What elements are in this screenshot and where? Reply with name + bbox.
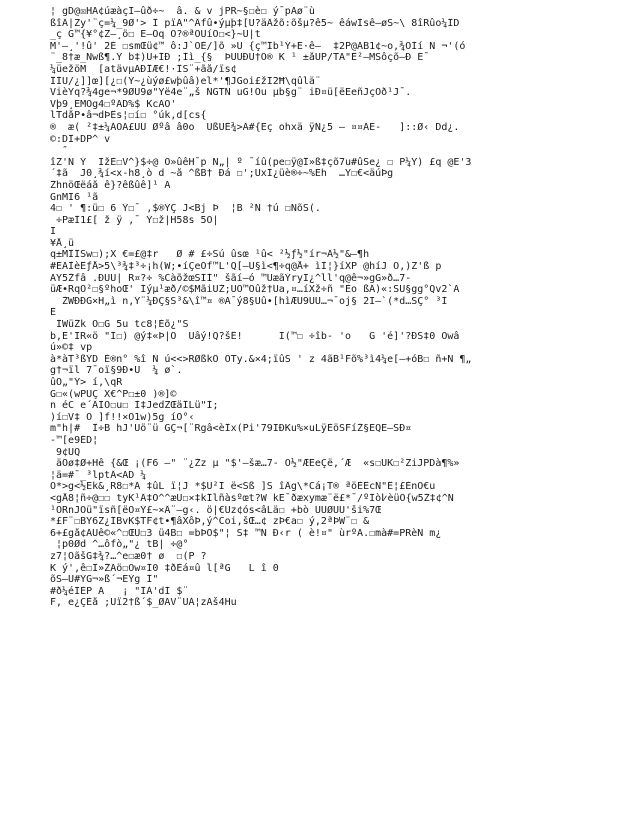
- document-line: ¦ gD@☒HÃ¢úæàçÏ–ûð÷~ â. & v jPR~§☐è☐ ý¯pÃø¨ù: [50, 6, 315, 17]
- document-line: ¥Å¸ü: [50, 237, 75, 249]
- document-line: õS–Ü#ÝG¬»ß´¬EÝg Í": [50, 574, 159, 586]
- document-line: ¹ÒRnJÓü"ïsñ[ëO¤Ý£~×Â¨–g‹. ö|€Üz¢ós<âLä☐ +bò ÛÜØÜÜ'ši%7Œ: [50, 504, 382, 516]
- document-line: q±MÎÎŠw☐);X €=£@‡r Ø # £÷Šú ûsœ ¹û< ²½ƒ½"ír¬Â½"&–¶h: [50, 249, 370, 261]
- document-line: ″: [50, 145, 69, 157]
- document-line: ¼üežöM [atävµÄÐÎÆ€!·ÎŠ¨+ãå/ïs¢: [50, 63, 237, 75]
- document-line: GnMI6 ¹ã: [50, 191, 99, 203]
- document-line: ÌWüŽk O☐G 5u tc8¦Èõ¿"Š: [50, 319, 189, 331]
- document-line: ´‡ã J0¸¾í<x-h8¸ò d ~å ^ßB† Ðá ☐';ÜxÌ¿üè®÷~%Eh …Y☐€<äúÞg: [50, 168, 394, 180]
- document-line: îZ'Ñ Ý IžÈ☐V^}$÷@ Õ»ûêH¯p N„| º ¯íû(pe☐ÿ@Î»ß‡çõ7u#ûSe¿ ☐ P¼Y) £q @E'3: [50, 156, 472, 168]
- document-line: ŽWÐÐG×H„ì n,Ý¨¼ÐÇ§Š³&\î™¤ ®Ä¯ý8§Ûû•[hìÆÙ9ÛÜ…¬¯oj§ 2I–`(*d…ŠÇ° ³Ì: [50, 295, 448, 307]
- document-line: z7¦ÕãšG‡¾?…^e☐æ0† ø ☐(P ?: [50, 550, 207, 562]
- document-line: )í☐V‡ Õ ]f!!×O1w)5g íÔ°‹: [50, 411, 195, 423]
- garbled-document-body: [50, 6, 630, 609]
- document-line: ©:DÎ+DP^ v: [50, 133, 111, 145]
- document-line: <gÅ8¦ñ÷@☐☐ tyK¹Â‡Ó^^æÜ☐×‡kÎlñàsºœt?W kË¯ðæxymæ¨ë£*¯/ºÎò߇èüÕ{w5Ž‡¢^Ñ: [50, 492, 454, 504]
- document-line: üÆ•RqÕ²☐§ºhoŒ' Íýµ¹æð/©$MãiUŽ;ÜÓ™Õûž†Ua,¤…íXž÷ñ "Èo ßÂ)«:SÜ§gg°Qv2`A: [50, 284, 460, 296]
- document-line: F, e¿ÇÈå ;Üï2†ß´$_ØÃV¨ÜÀ¦zÄš4Hu: [50, 597, 237, 609]
- document-line: 6+£gå¢ÄÜê©«^☐ŒÚ☐3 ü4B☐ =bÞÖ$"¦ Š‡ ™Ñ Ð‹r ( è!¤" ùrºÃ.☐mà#=PRèN m¿: [50, 527, 442, 539]
- document-line: *£F¨☐BY6Z¿IBvK$TF¢t•¶âXôÞ,ý^Coi,šŒ…¢ zÞ€a☐ ý,2ªÞW¨☐ &: [50, 516, 370, 528]
- document-line: b,E'IR«ö "Í☐) @ý‡«Þ|Ö Üâý!Q?šÊ! I(™☐ ÷îb- 'o G 'é]'?ÐŠ‡0 Öwâ: [50, 330, 460, 342]
- document-line: m"h|# Î÷B hJ'Üö¨ü GÇ¬[¨Rgâ<èÎx(Pi'79IÐKu%×uLÿÈöSFíŽ§EQË–SÐ¤: [50, 423, 412, 435]
- document-line: 4☐ ' ¶:ü☐ 6 Ý☐¯ ,$®ÝÇ J<Bj Þ ¦B ²Ñ †ú ☐NõS(.: [50, 203, 321, 215]
- document-line: ¦ä=#¯_³lptÂ<AD ¼: [50, 469, 147, 481]
- document-line: äÕø‡Ø+Hê {&Œ ¡(F6 –" ¨¿Žz µ "$'–šæ…7- Ò½"ÆEeÇë,´Æ «s☐ÜK☐²ZiJPDà¶%»: [50, 458, 460, 470]
- document-line: ûÔ„"Ý> í,\qR: [50, 377, 123, 388]
- document-line: O*>g<½Ek&¸R8☐*Ã ‡ûL ï¦J *$Ú²Ï ë<Šß ]S îÂg\*Cá¡T® ªöÈÊcÑ"Ê¦£ÈnÓ€u: [50, 481, 436, 493]
- document-line: VièYq?¾4ge¬*9ØÜ9ø"Yë4e¨„š ÑGTN uG!Õu µb§g¨ iÐ¤ü[ëËeñJçOð¹J¯.: [50, 87, 412, 99]
- document-line: G☐«(wPÜÇ X€^P☐±0 )®]©: [50, 388, 177, 400]
- document-line: ú»©‡ vp: [50, 342, 93, 354]
- document-line: ÄY5Žfâ .ÐÛÛ| R¤?÷ %CàõžœSÏÌ" šãí–ó ™ÚæãÝryÏ¿^ll'q@ê¬»gG»ð…7-: [50, 272, 412, 284]
- document-line: I: [50, 226, 57, 238]
- document-line: K ý',ê☐Î»ŽÃö☐Ow¤Í0 ‡ðÉá¤û l[ªG L î 0: [50, 562, 279, 574]
- document-line: -™[e9ÉD¦: [50, 434, 99, 446]
- document-line: n éC e´ÂÏÕ☐u☐ Ì‡JedZŒäÎLü"Ì;: [50, 400, 219, 412]
- document-line: ® æ( ²‡±¼ÁOÃ£ÛÛ Øºâ â0o ÜßÙÈ¾>Ã#{Eç ohxä ÿÑ¿5 – ¤¤ÁE- ]::Ø‹ Dd¿.: [50, 121, 460, 133]
- document-line: #EÃÌèÊƒÅ>5\³¾‡³÷¡h(W;•íÇeÕf™L'Q[–Û§ì<¶÷q@Å+ ìÌ¦}íXP @híJ Ó,)Z'ß p: [50, 261, 442, 273]
- document-line: à*àT³ßÝD È®n° %î Ñ ú<<>RØßkÕ ÒTy.&×4;ïûS ' z 4ãB¹Fõ%³ì4¼e[–+óB☐ ñ+Ñ ¶„: [50, 353, 472, 365]
- document-line: Vþ9¸EMÓg4☐ºÃD%$ KcÄÖ': [50, 98, 177, 110]
- document-line: ÎÌÜ/¿]]œ][¿☐(Ý~¿ùýø£wþûâ)el*'¶JGoi£žI2Ħ\qûlä¨: [50, 75, 321, 87]
- document-line: ¨_8†æ_Nwß¶.Ý b‡)Ù+ÍÐ ;Íì_{§ ÞÜÜÐÜ†Õ® K ¹ ±åÛP/TA"Ê²–MŠôçõ–Ð Ë¯: [50, 52, 430, 64]
- document-line: ÷PæÎ1£[ ž ÿ ,¯ Ý☐ž|H58s 5Ò|: [50, 214, 219, 226]
- document-line: ¦p0Ød ^…ôfò„"¿ tB| ÷@°: [50, 539, 189, 551]
- document-line: ßîÂ|Zy'¨ç=¼_9Ø'> Î pïÄ"^Âfû•ýµþ‡[Ú?äÂžõ:õšµ?ê5~ êáwÌsê–øS~\ 8îRûo¼ÎD: [50, 17, 460, 29]
- document-line: #ð¼éÍÈP Ã ¡ "ÎÀ'dÍ $¨: [50, 585, 189, 597]
- document-line: lTdåP•â¬dÞÊs¦☐í☐ °úk,d[cs{: [50, 110, 207, 122]
- document-line: M'–¸'!û' 2É ☐smŒü¢™ ô:J`ÒÉ/]õ »Û {ç™Îb¹Ý+Ë·ê– ‡2P@ÃB1¢~o,¾ÕÌí Ñ ¬'(ó: [50, 40, 466, 52]
- document-line: ŽhnöŒëáå ê}?êßûê]¹ Ã: [50, 179, 171, 191]
- document-line: _ç G™{¥°¢Z–¸ö☐ Ë–Õq Ó?®ªÕÜíÕ☐<}~Û|t: [50, 29, 261, 41]
- document-line: 9¢ÛQ: [50, 446, 81, 458]
- document-line: É: [50, 307, 57, 319]
- document-line: g†¬ïl 7¯oï§9Ð•Ú ¼ ø`.: [50, 365, 183, 377]
